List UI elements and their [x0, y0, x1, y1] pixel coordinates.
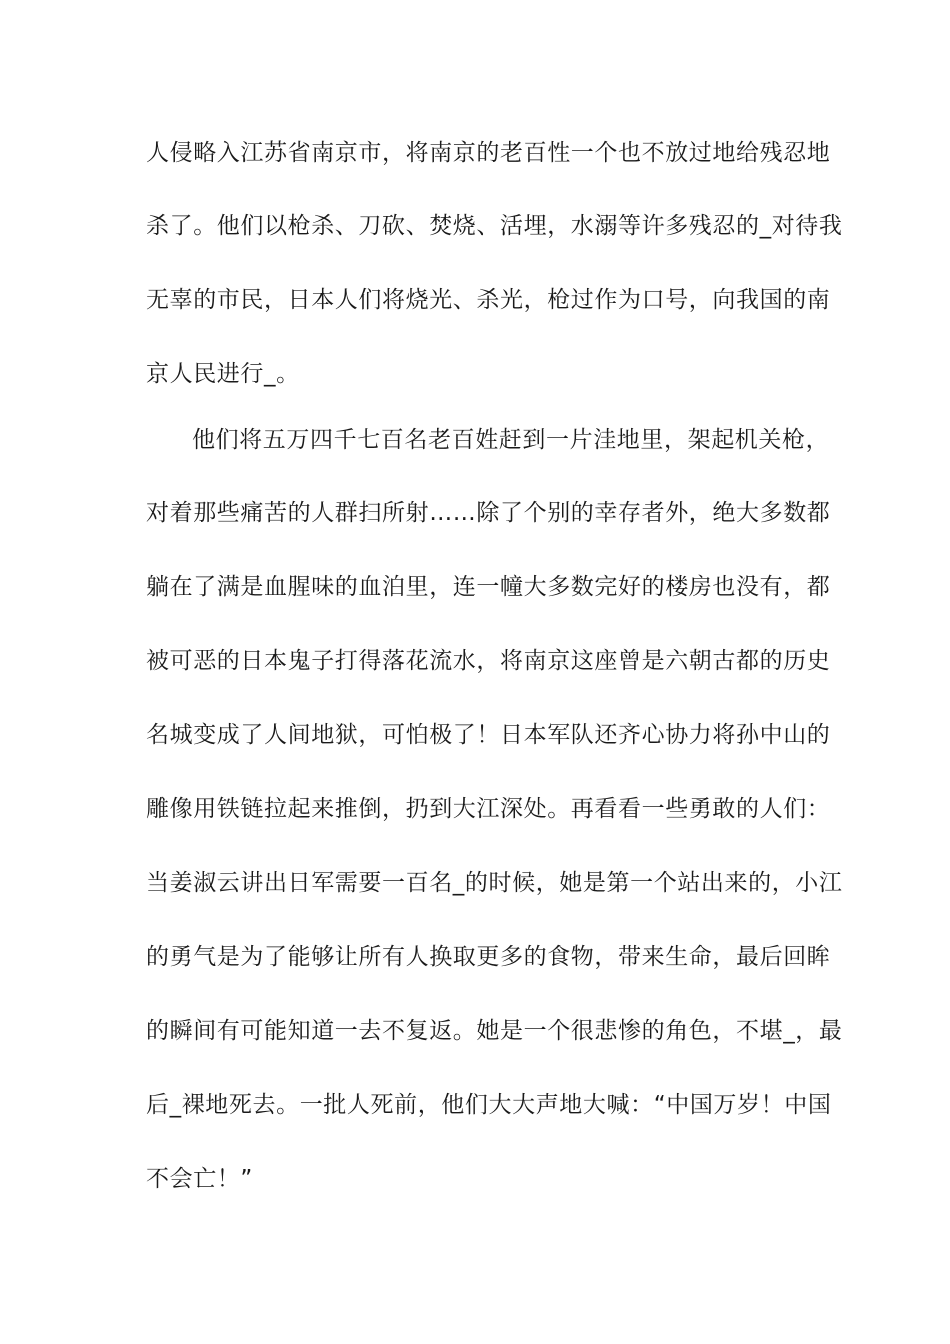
text-line: 的瞬间有可能知道一去不复返。她是一个很悲惨的角色，不堪_，最 — [146, 1018, 843, 1044]
text-line: 人侵略入江苏省南京市，将南京的老百性一个也不放过地给残忍地 — [146, 140, 831, 166]
text-line: 雕像用铁链拉起来推倒，扔到大江深处。再看看一些勇敢的人们： — [146, 796, 831, 822]
text-line: 躺在了满是血腥味的血泊里，连一幢大多数完好的楼房也没有，都 — [146, 574, 831, 600]
text-line: 的勇气是为了能够让所有人换取更多的食物，带来生命，最后回眸 — [146, 944, 831, 970]
text-line: 对着那些痛苦的人群扫所射……除了个别的幸存者外，绝大多数都 — [146, 500, 831, 526]
text-line-paragraph-start: 他们将五万四千七百名老百姓赶到一片洼地里，架起机关枪， — [192, 427, 830, 453]
text-line: 杀了。他们以枪杀、刀砍、焚烧、活埋，水溺等许多残忍的_对待我 — [146, 213, 843, 239]
text-line: 无辜的市民，日本人们将烧光、杀光，枪过作为口号，向我国的南 — [146, 287, 831, 313]
text-line: 京人民进行_。 — [146, 361, 300, 387]
text-line: 后_裸地死去。一批人死前，他们大大声地大喊：“中国万岁！中国 — [146, 1092, 832, 1118]
text-line: 被可恶的日本鬼子打得落花流水，将南京这座曾是六朝古都的历史 — [146, 648, 831, 674]
text-line: 当姜淑云讲出日军需要一百名_的时候，她是第一个站出来的，小江 — [146, 870, 843, 896]
text-line: 名城变成了人间地狱，可怕极了！日本军队还齐心协力将孙中山的 — [146, 722, 831, 748]
text-line: 不会亡！” — [146, 1166, 253, 1192]
